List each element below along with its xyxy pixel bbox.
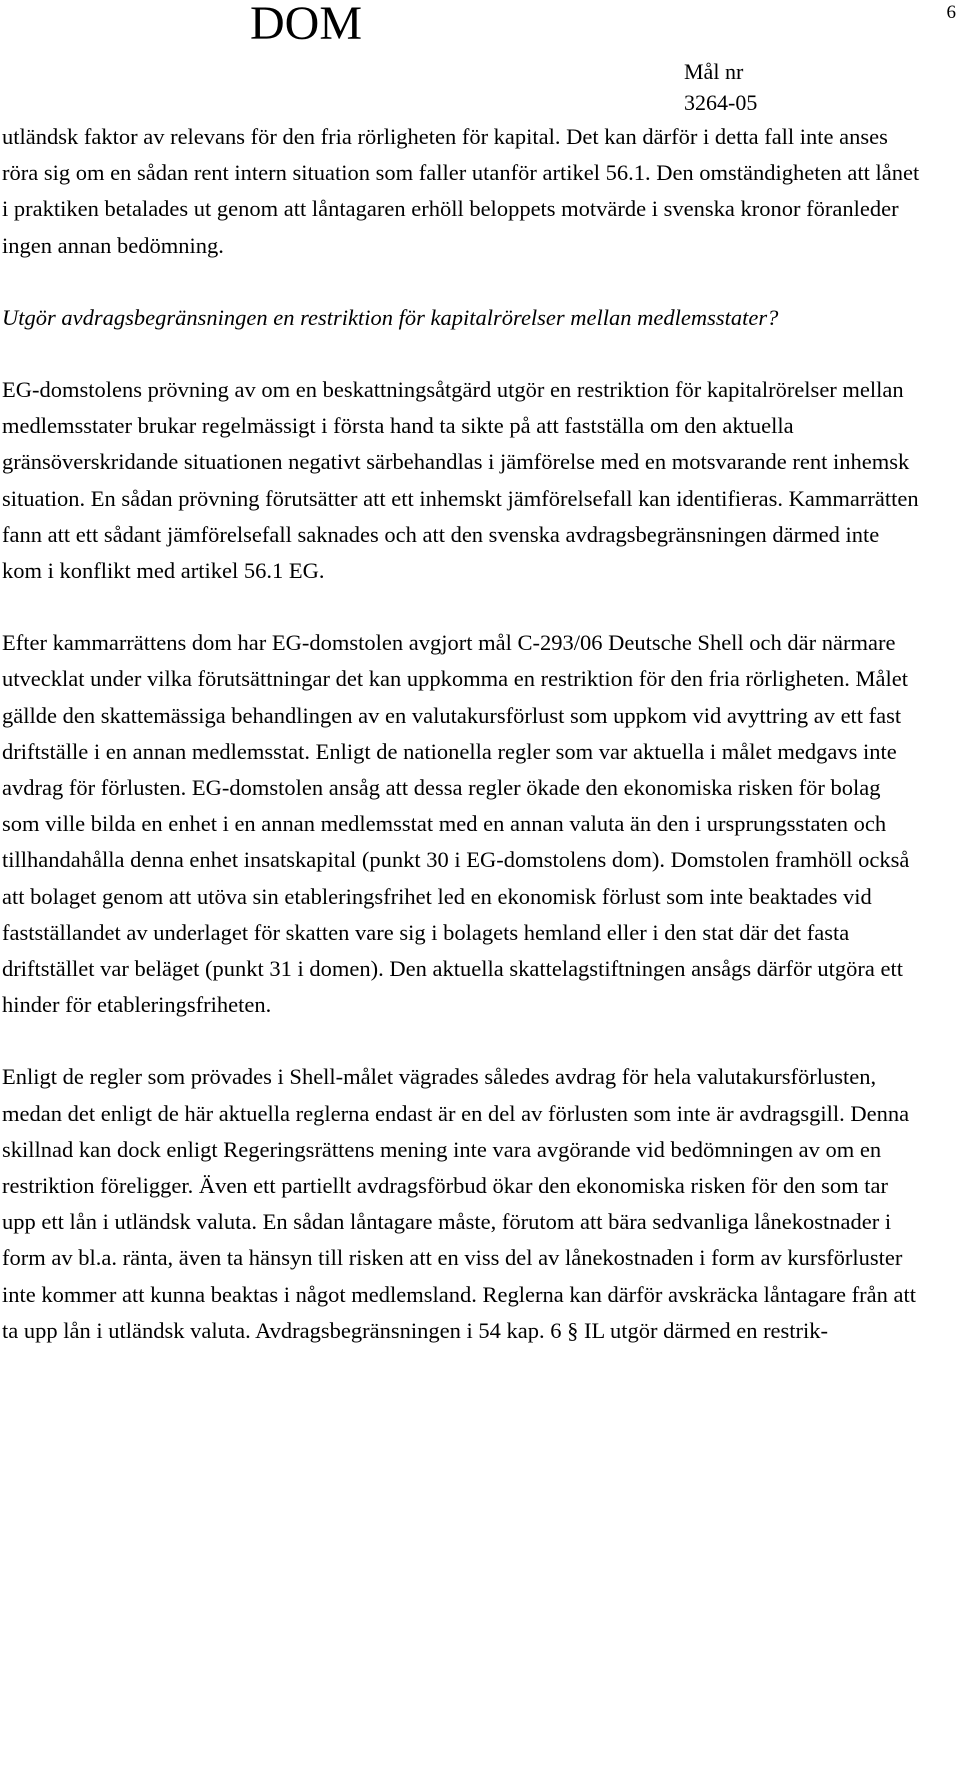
case-number: 3264-05 (684, 90, 758, 115)
case-number-label: Mål nr (684, 59, 744, 84)
paragraph-2: EG-domstolens prövning av om en beskattningsåtgärd utgör en restriktion för kapitalrörelser mellan medlemsstater brukar regelmässigt i första hand ta sikte på att fastställa om den aktuella gränsöverskridande situationen negativt särbehandlas i jämförelse med en motsvarande rent inhemsk situation. En sådan prövning förutsätter att ett inhemskt jämförelsefall kan identifieras. Kammarrätten fann att ett sådant jämförelsefall saknades och att den svenska avdragsbegränsningen därmed inte kom i konflikt med artikel 56.1 EG. (2, 377, 919, 584)
section-heading: Utgör avdragsbegränsningen en restriktion för kapitalrörelser mellan medlemsstater? (2, 304, 779, 330)
paragraph-3: Efter kammarrättens dom har EG-domstolen avgjort mål C-293/06 Deutsche Shell och där närmare utvecklat under vilka förutsättningar det kan uppkomma en restriktion för den fria rörligheten. Målet gällde den skattemässiga behandlingen av en valutakursförlust som uppkom vid avyttring av ett fast driftställe i en annan medlemsstat. Enligt de nationella regler som var aktuella i målet medgavs inte avdrag för förlusten. EG-domstolen ansåg att dessa regler ökade den ekonomiska risken för bolag som ville bilda en enhet i en annan medlemsstat med en annan valuta än den i ursprungsstaten och tillhandahålla denna enhet insatskapital (punkt 30 i EG-domstolens dom). Domstolen framhöll också att bolaget genom att utöva sin etableringsfrihet led en ekonomisk förlust som inte beaktades vid fastställandet av underlaget för skatten vare sig i bolagets hemland eller i den stat där det fasta driftstället var beläget (punkt 31 i domen). Den aktuella skattelagstiftningen ansågs därför utgöra ett hinder för etableringsfriheten. (2, 630, 910, 1018)
paragraph-1: utländsk faktor av relevans för den fria rörligheten för kapital. Det kan därför i detta fall inte anses röra sig om en sådan rent intern situation som faller utanför artikel 56.1. Den omständigheten att lånet i praktiken betalades ut genom att låntagaren erhöll beloppets motvärde i svenska kronor föranleder ingen annan bedömning. (2, 124, 920, 258)
document-title: DOM (250, 0, 363, 50)
page-number: 6 (946, 2, 956, 23)
document-body (2, 119, 920, 1349)
paragraph-4: Enligt de regler som prövades i Shell-målet vägrades således avdrag för hela valutakursförlusten, medan det enligt de här aktuella reglerna endast är en del av förlusten som inte är avdragsgill. Denna skillnad kan dock enligt Regeringsrättens mening inte vara avgörande vid bedömningen av om en restriktion föreligger. Även ett partiellt avdragsförbud ökar den ekonomiska risken för den som tar upp ett lån i utländsk valuta. En sådan låntagare måste, förutom att bära sedvanliga lånekostnader i form av bl.a. ränta, även ta hänsyn till risken att en viss del av lånekostnaden i form av kursförluster inte kommer att kunna beaktas i något medlemsland. Reglerna kan därför avskräcka låntagare från att ta upp lån i utländsk valuta. Avdragsbegränsningen i 54 kap. 6 § IL utgör därmed en restrik- (2, 1064, 917, 1343)
